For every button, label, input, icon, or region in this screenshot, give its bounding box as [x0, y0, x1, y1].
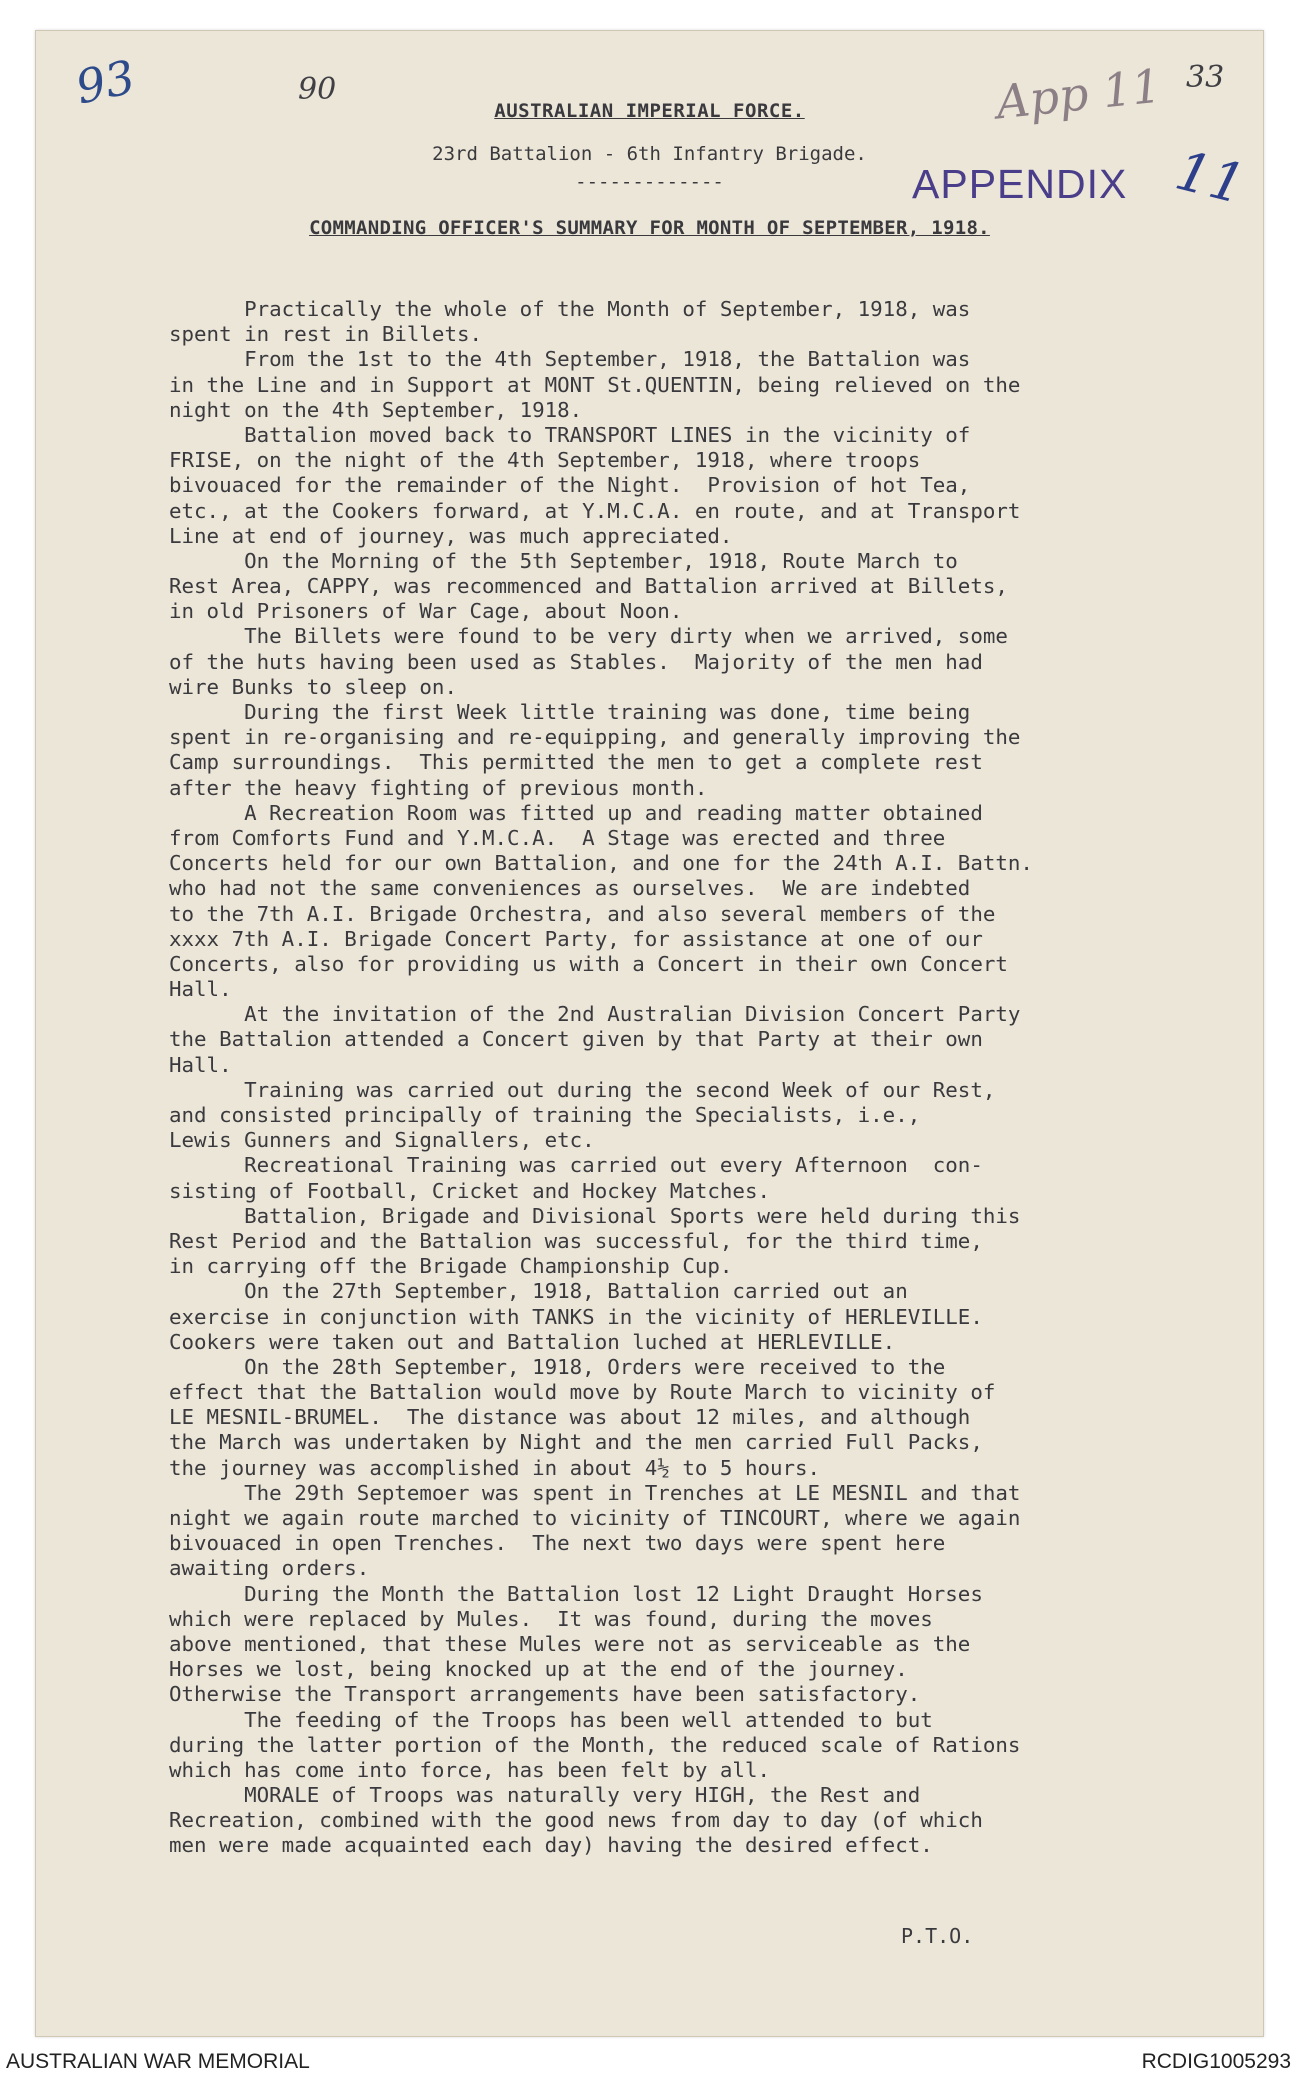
- heading-dash-rule: -------------: [575, 171, 724, 193]
- body-line: During the first Week little training was done, time being: [169, 700, 971, 724]
- document-summary-title: COMMANDING OFFICER'S SUMMARY FOR MONTH OF SEPTEMBER, 1918.: [309, 217, 990, 239]
- body-line: above mentioned, that these Mules were not as serviceable as the: [169, 1631, 971, 1656]
- body-line: Camp surroundings. This permitted the men to get a complete rest: [169, 750, 983, 775]
- body-line: Battalion moved back to TRANSPORT LINES in the vicinity of: [169, 422, 971, 447]
- body-line: after the heavy fighting of previous month.: [169, 775, 708, 800]
- body-line: The 29th Septemoer was spent in Trenches at LE MESNIL and that: [169, 1480, 1021, 1505]
- body-line: xxxx 7th A.I. Brigade Concert Party, for assistance at one of our: [169, 926, 983, 951]
- body-line: wire Bunks to sleep on.: [169, 674, 457, 699]
- body-line: bivouaced in open Trenches. The next two days were spent here: [169, 1531, 946, 1556]
- body-line: men were made acquainted each day) having the desired effect.: [169, 1833, 933, 1858]
- body-line: Horses we lost, being knocked up at the end of the journey.: [169, 1657, 908, 1682]
- page-turn-note: P.T.O.: [901, 1924, 974, 1948]
- appendix-number-handwritten: 11: [1169, 138, 1252, 217]
- body-line: A Recreation Room was fitted up and reading matter obtained: [169, 800, 983, 825]
- document-heading-force: AUSTRALIAN IMPERIAL FORCE.: [494, 100, 805, 122]
- body-line: From the 1st to the 4th September, 1918, the Battalion was: [169, 347, 971, 372]
- body-line: the March was undertaken by Night and the men carried Full Packs,: [169, 1430, 983, 1455]
- body-line: of the huts having been used as Stables. Majority of the men had: [169, 649, 983, 674]
- body-line: etc., at the Cookers forward, at Y.M.C.A. en route, and at Transport: [169, 498, 1021, 523]
- body-line: in carrying off the Brigade Championship Cup.: [169, 1254, 733, 1279]
- body-line: which has come into force, has been felt by all.: [169, 1757, 770, 1782]
- handwritten-page-number-mid: 90: [298, 72, 337, 107]
- body-line: On the Morning of the 5th September, 1918, Route March to: [169, 548, 958, 573]
- body-line: from Comforts Fund and Y.M.C.A. A Stage was erected and three: [169, 825, 946, 850]
- body-line: Recreation, combined with the good news from day to day (of which: [169, 1808, 983, 1833]
- body-line: and consisted principally of training the Specialists, i.e.,: [169, 1103, 921, 1127]
- body-line: FRISE, on the night of the 4th September, 1918, where troops: [169, 448, 921, 473]
- body-line: night we again route marched to vicinity of TINCOURT, where we again: [169, 1506, 1021, 1530]
- body-line: to the 7th A.I. Brigade Orchestra, and also several members of the: [169, 901, 996, 926]
- handwritten-appendix-note: App 11: [993, 58, 1164, 130]
- body-line: Lewis Gunners and Signallers, etc.: [169, 1128, 595, 1153]
- body-line: spent in re-organising and re-equipping, and generally improving the: [169, 725, 1021, 750]
- footer-archive-credit: AUSTRALIAN WAR MEMORIAL: [6, 2050, 310, 2073]
- body-line: spent in rest in Billets.: [169, 322, 483, 347]
- body-line: Rest Area, CAPPY, was recommenced and Battalion arrived at Billets,: [169, 574, 1008, 599]
- body-line: Rest Period and the Battalion was successful, for the third time,: [169, 1228, 983, 1253]
- body-line: MORALE of Troops was naturally very HIGH, the Rest and: [169, 1783, 921, 1808]
- body-line: the journey was accomplished in about 4½ to 5 hours.: [169, 1455, 821, 1480]
- body-line: Hall.: [169, 977, 232, 1002]
- body-line: Recreational Training was carried out every Afternoon con-: [169, 1153, 983, 1178]
- body-line: effect that the Battalion would move by Route March to vicinity of: [169, 1380, 996, 1405]
- body-line: Concerts held for our own Battalion, and one for the 24th A.I. Battn.: [169, 851, 1033, 876]
- body-line: Hall.: [169, 1052, 232, 1077]
- footer-record-id: RCDIG1005293: [1141, 2050, 1291, 2073]
- body-line: Otherwise the Transport arrangements have been satisfactory.: [169, 1682, 921, 1707]
- body-line: during the latter portion of the Month, the reduced scale of Rations: [169, 1732, 1021, 1757]
- body-line: exercise in conjunction with TANKS in the vicinity of HERLEVILLE.: [169, 1304, 983, 1329]
- body-line: in old Prisoners of War Cage, about Noon.: [169, 599, 683, 624]
- summary-body-text: [169, 297, 1254, 1859]
- body-line: The feeding of the Troops has been well attended to but: [169, 1707, 933, 1732]
- body-line: night on the 4th September, 1918.: [169, 397, 583, 422]
- body-line: in the Line and in Support at MONT St.QUENTIN, being relieved on the: [169, 372, 1021, 397]
- body-line: The Billets were found to be very dirty when we arrived, some: [169, 624, 1008, 649]
- body-line: who had not the same conveniences as ourselves. We are indebted: [169, 876, 971, 901]
- body-line: LE MESNIL-BRUMEL. The distance was about 12 miles, and although: [169, 1405, 971, 1430]
- body-line: bivouaced for the remainder of the Night. Provision of hot Tea,: [169, 473, 971, 498]
- body-line: awaiting orders.: [169, 1556, 370, 1581]
- handwritten-page-number-left: 93: [71, 49, 140, 115]
- document-heading-unit: 23rd Battalion - 6th Infantry Brigade.: [432, 143, 867, 165]
- body-line: which were replaced by Mules. It was found, during the moves: [169, 1606, 933, 1631]
- body-line: Line at end of journey, was much appreciated.: [169, 523, 733, 548]
- body-line: On the 27th September, 1918, Battalion carried out an: [169, 1279, 908, 1304]
- body-line: sisting of Football, Cricket and Hockey Matches.: [169, 1178, 770, 1203]
- body-line: Battalion, Brigade and Divisional Sports were held during this: [169, 1203, 1021, 1228]
- body-line: During the Month the Battalion lost 12 Light Draught Horses: [169, 1581, 983, 1606]
- handwritten-page-number-right: 33: [1186, 60, 1225, 95]
- body-line: Concerts, also for providing us with a Concert in their own Concert: [169, 951, 1008, 976]
- body-line: At the invitation of the 2nd Australian Division Concert Party: [169, 1002, 1021, 1027]
- body-line: the Battalion attended a Concert given by that Party at their own: [169, 1027, 983, 1052]
- document-page: [35, 30, 1264, 2037]
- body-line: Practically the whole of the Month of September, 1918, was: [169, 297, 971, 321]
- body-line: On the 28th September, 1918, Orders were received to the: [169, 1354, 946, 1379]
- body-line: Training was carried out during the second Week of our Rest,: [169, 1077, 996, 1102]
- body-line: Cookers were taken out and Battalion luched at HERLEVILLE.: [169, 1329, 896, 1354]
- appendix-stamp: APPENDIX: [912, 161, 1128, 207]
